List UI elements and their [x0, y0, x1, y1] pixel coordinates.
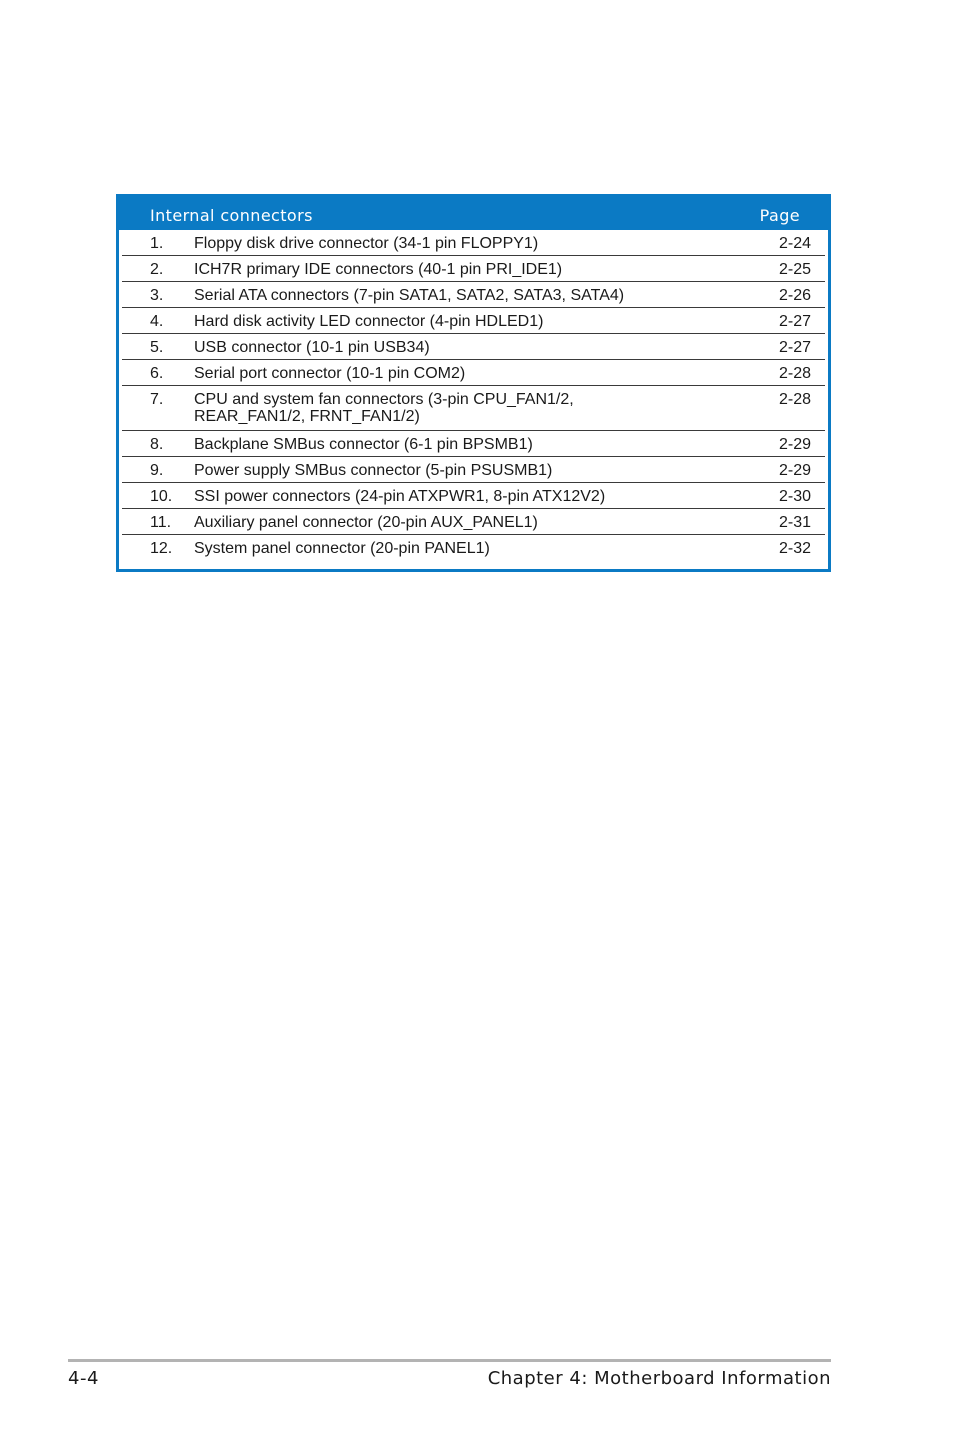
footer-page-number: 4-4 — [68, 1368, 99, 1389]
table-row — [122, 386, 825, 431]
table-row — [122, 308, 825, 334]
row-number: 12. — [150, 540, 173, 557]
row-page: 2-27 — [778, 313, 811, 330]
footer-chapter-title: Chapter 4: Motherboard Information — [487, 1368, 831, 1389]
row-number: 8. — [150, 436, 164, 453]
row-description — [194, 391, 754, 425]
row-description: Floppy disk drive connector (34-1 pin FLOPPY1) — [194, 235, 539, 252]
row-number: 6. — [150, 365, 164, 382]
row-description: System panel connector (20-pin PANEL1) — [194, 540, 490, 557]
table-row — [122, 509, 825, 535]
row-description-line-1: CPU and system fan connectors (3-pin CPU_FAN1/2, — [194, 391, 574, 408]
row-description: Power supply SMBus connector (5-pin PSUSMB1) — [194, 462, 553, 479]
row-page: 2-32 — [778, 540, 811, 557]
row-number: 1. — [150, 235, 164, 252]
row-page: 2-31 — [778, 514, 811, 531]
row-page: 2-26 — [778, 287, 811, 304]
table-rows — [122, 230, 825, 565]
table-header-title: Internal connectors — [150, 206, 313, 225]
table-row — [122, 483, 825, 509]
row-description-line-2: REAR_FAN1/2, FRNT_FAN1/2) — [194, 408, 420, 425]
row-description: Serial ATA connectors (7-pin SATA1, SATA2, SATA3, SATA4) — [194, 287, 625, 304]
row-description: SSI power connectors (24-pin ATXPWR1, 8-pin ATX12V2) — [194, 488, 606, 505]
table-row — [122, 282, 825, 308]
table-row — [122, 230, 825, 256]
row-number: 11. — [150, 514, 172, 531]
row-number: 2. — [150, 261, 164, 278]
table-row — [122, 431, 825, 457]
row-number: 10. — [150, 488, 173, 505]
row-description: ICH7R primary IDE connectors (40-1 pin PRI_IDE1) — [194, 261, 563, 278]
row-description: Backplane SMBus connector (6-1 pin BPSMB1) — [194, 436, 533, 453]
table-header — [119, 197, 828, 230]
row-page: 2-24 — [778, 235, 811, 252]
row-description: USB connector (10-1 pin USB34) — [194, 339, 430, 356]
row-page: 2-28 — [778, 365, 811, 382]
table-row — [122, 457, 825, 483]
row-page: 2-25 — [778, 261, 811, 278]
table-row — [122, 256, 825, 282]
row-page: 2-30 — [778, 488, 811, 505]
table-row — [122, 360, 825, 386]
internal-connectors-table — [116, 194, 831, 572]
row-description: Hard disk activity LED connector (4-pin HDLED1) — [194, 313, 544, 330]
footer-divider — [68, 1359, 831, 1362]
row-page: 2-29 — [778, 436, 811, 453]
row-number: 9. — [150, 462, 164, 479]
row-page: 2-28 — [778, 391, 811, 408]
row-number: 7. — [150, 391, 164, 408]
table-row — [122, 535, 825, 565]
row-page: 2-29 — [778, 462, 811, 479]
row-number: 4. — [150, 313, 164, 330]
row-number: 5. — [150, 339, 164, 356]
row-description: Serial port connector (10-1 pin COM2) — [194, 365, 466, 382]
table-header-page: Page — [759, 206, 800, 225]
row-description: Auxiliary panel connector (20-pin AUX_PANEL1) — [194, 514, 538, 531]
row-number: 3. — [150, 287, 164, 304]
row-page: 2-27 — [778, 339, 811, 356]
table-row — [122, 334, 825, 360]
